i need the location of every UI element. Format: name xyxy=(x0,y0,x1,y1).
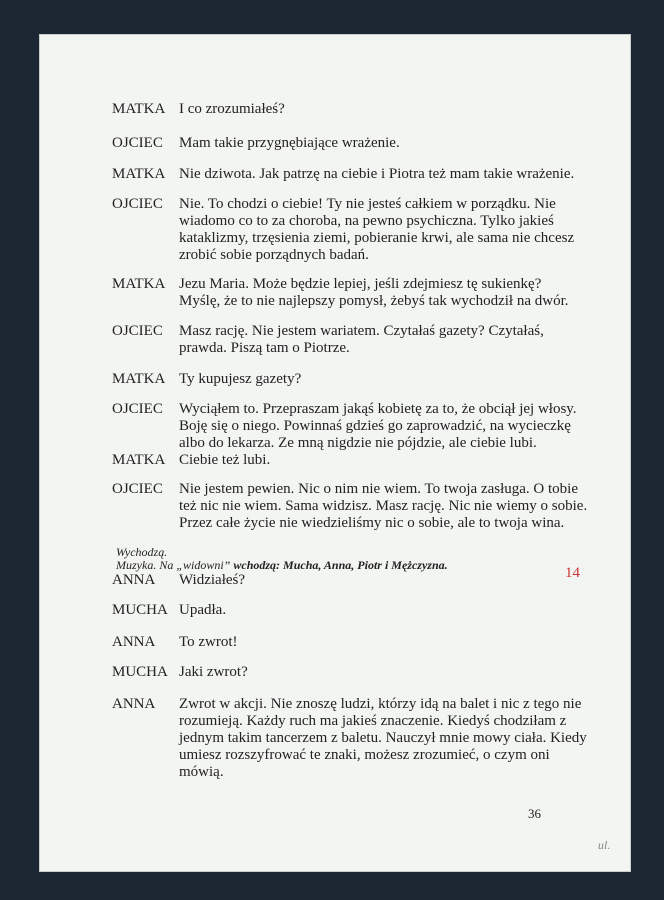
dialogue-line: Nie jestem pewien. Nic o nim nie wiem. To twoja zasługa. O tobie xyxy=(179,481,578,497)
dialogue-line: Jezu Maria. Może będzie lepiej, jeśli zdejmiesz tę sukienkę? xyxy=(179,276,542,292)
document-page xyxy=(40,35,630,871)
dialogue-line: I co zrozumiałeś? xyxy=(179,101,285,117)
dialogue-line: Upadła. xyxy=(179,602,227,618)
dialogue-line: Nie. To chodzi o ciebie! Ty nie jesteś całkiem w porządku. Nie xyxy=(179,196,556,212)
speaker-name: ANNA xyxy=(112,634,156,650)
speaker-name: MATKA xyxy=(112,276,166,292)
dialogue-line: umiesz rozszyfrować te znaki, możesz zrozumieć, o czym oni xyxy=(179,747,550,763)
speaker-name: OJCIEC xyxy=(112,481,163,497)
stage-direction-bold: wchodzą: Mucha, Anna, Piotr i Mężczyzna. xyxy=(233,558,448,572)
pencil-annotation: 14 xyxy=(565,565,580,581)
dialogue-line: mówią. xyxy=(179,764,224,780)
speaker-name: MATKA xyxy=(112,452,166,468)
stage-direction-text: Wychodzą. xyxy=(116,545,168,559)
speaker-name: MUCHA xyxy=(112,602,168,618)
dialogue-line: Przez całe życie nie wiedzieliśmy nic o sobie, ale to twoja wina. xyxy=(179,515,565,531)
speaker-name: MATKA xyxy=(112,371,166,387)
dialogue-line: rozumieją. Każdy ruch ma jakieś znaczenie. Kiedyś chodziłam z xyxy=(179,713,567,729)
dialogue-line: prawda. Piszą tam o Piotrze. xyxy=(179,340,350,356)
speaker-name: OJCIEC xyxy=(112,323,163,339)
dialogue-line: wiadomo co to za choroba, na pewno psychiczna. Tylko jakieś xyxy=(179,213,554,229)
dialogue-line: jednym takim tancerzem z baletu. Nauczył mnie mowy ciała. Kiedy xyxy=(179,730,587,746)
speaker-name: MATKA xyxy=(112,166,166,182)
dialogue-line: albo do lekarza. Ze mną nigdzie nie pójdzie, ale ciebie lubi. xyxy=(179,435,537,451)
dialogue-line: też nic nie wiem. Sama widzisz. Masz rację. Nic nie wiemy o sobie. xyxy=(179,498,588,514)
dialogue-line: Ciebie też lubi. xyxy=(179,452,271,468)
dialogue-line: Mam takie przygnębiające wrażenie. xyxy=(179,135,400,151)
dialogue-line: zrobić sobie porządnych badań. xyxy=(179,247,369,263)
speaker-name: MATKA xyxy=(112,101,166,117)
speaker-name: MUCHA xyxy=(112,664,168,680)
speaker-name: OJCIEC xyxy=(112,196,163,212)
dialogue-line: Masz rację. Nie jestem wariatem. Czytałaś gazety? Czytałaś, xyxy=(179,323,544,339)
speaker-name: ANNA xyxy=(112,572,156,588)
speaker-name: OJCIEC xyxy=(112,135,163,151)
dialogue-line: kataklizmy, trzęsienia ziemi, pobieranie krwi, ale sama nie chcesz xyxy=(179,230,575,246)
dialogue-line: Boję się o niego. Powinnaś gdzieś go zaprowadzić, na wycieczkę xyxy=(179,418,571,434)
dialogue-line: Myślę, że to nie najlepszy pomysł, żebyś tak wychodził na dwór. xyxy=(179,293,569,309)
dialogue-line: Widziałeś? xyxy=(179,572,246,588)
speaker-name: ANNA xyxy=(112,696,156,712)
dialogue-line: Ty kupujesz gazety? xyxy=(179,371,302,387)
dialogue-line: Nie dziwota. Jak patrzę na ciebie i Piotra też mam takie wrażenie. xyxy=(179,166,575,182)
dialogue-line: To zwrot! xyxy=(179,634,238,650)
dialogue-line: Jaki zwrot? xyxy=(179,664,248,680)
dialogue-line: Zwrot w akcji. Nie znoszę ludzi, którzy idą na balet i nic z tego nie xyxy=(179,696,582,712)
dialogue-line: Wyciąłem to. Przepraszam jakąś kobietę za to, że obciął jej włosy. xyxy=(179,401,577,417)
stage-direction xyxy=(116,558,448,573)
handwritten-initials: ul. xyxy=(598,838,611,852)
speaker-name: OJCIEC xyxy=(112,401,163,417)
stage-direction-text: Muzyka. Na „widowni” xyxy=(116,558,234,572)
page-number: 36 xyxy=(528,806,541,821)
